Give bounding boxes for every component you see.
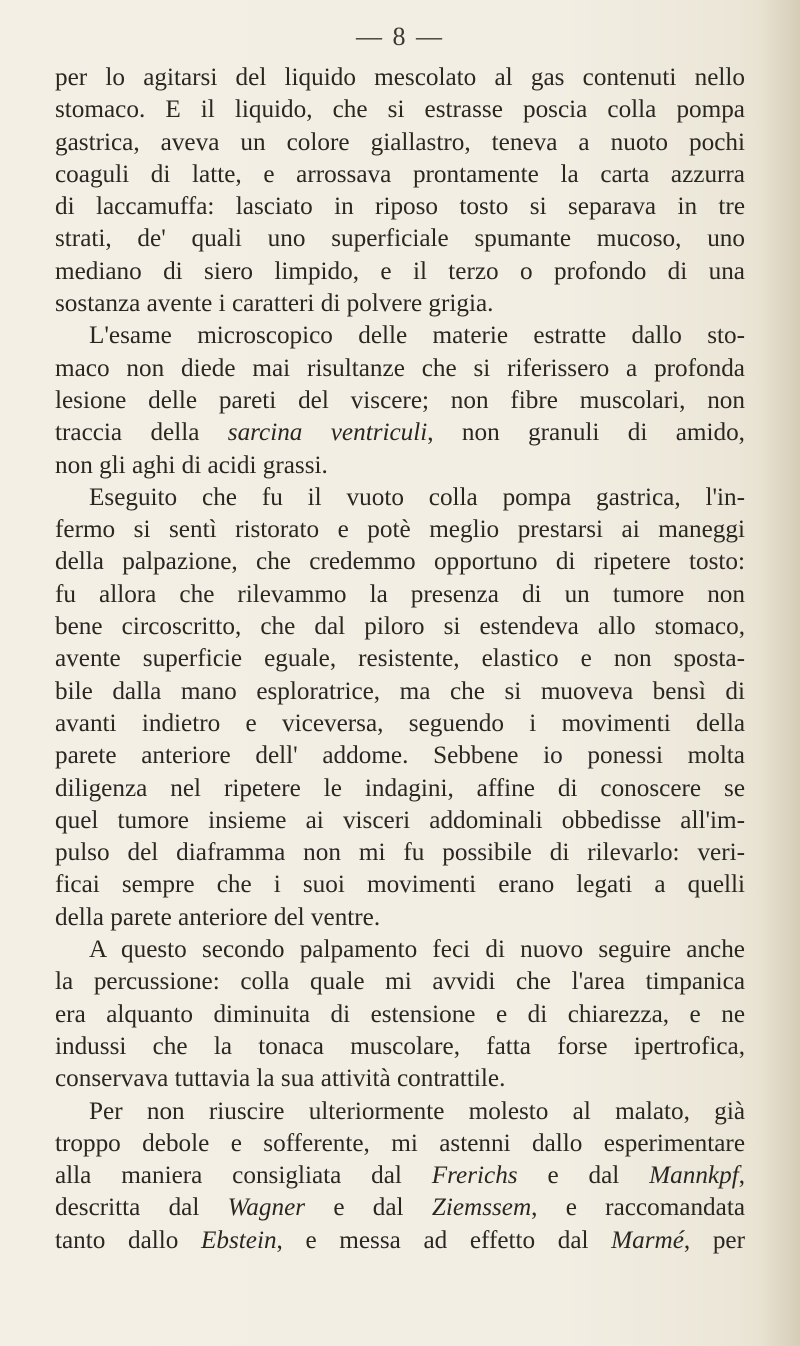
- text-line: fermo si sentì ristorato e potè meglio prestarsi ai maneggi: [55, 516, 745, 544]
- text-segment: , non granuli di amido,: [427, 419, 745, 447]
- italic-term: sarcina ventriculi: [227, 419, 428, 447]
- text-line: avanti indietro e viceversa, seguendo i movimenti della: [55, 709, 745, 737]
- text-line: lesione delle pareti del viscere; non fibre muscolari, non: [55, 386, 745, 414]
- text-line: [55, 417, 745, 449]
- text-line: strati, de' quali uno superficiale spumante mucoso, uno: [55, 225, 745, 253]
- text-line: mediano di siero limpido, e il terzo o profondo di una: [55, 257, 745, 285]
- text-line: per lo agitarsi del liquido mescolato al gas contenuti nello: [55, 64, 745, 91]
- text-line: gastrica, aveva un colore giallastro, teneva a nuoto pochi: [55, 128, 745, 156]
- text-segment: alla maniera consigliata dal: [55, 1162, 432, 1190]
- text-line: troppo debole e sofferente, mi astenni dallo esperimentare: [55, 1129, 745, 1157]
- text-segment: e dal: [305, 1194, 432, 1222]
- text-line: della palpazione, che credemmo opportuno di ripetere tosto:: [55, 548, 745, 576]
- text-line: pulso del diaframma non mi fu possibile di rilevarlo: veri-: [55, 839, 745, 867]
- text-line: Per non riuscire ulteriormente molesto al malato, già: [89, 1097, 745, 1125]
- text-segment: , e raccomandata: [531, 1194, 746, 1222]
- italic-term: Ebstein: [200, 1226, 277, 1254]
- text-line: la percussione: colla quale mi avvidi che l'area timpanica: [55, 968, 745, 996]
- text-line: quel tumore insieme ai visceri addominali obbedisse all'im-: [55, 806, 745, 834]
- italic-term: Ziemssem: [431, 1194, 532, 1222]
- text-line: diligenza nel ripetere le indagini, affine di conoscere se: [55, 774, 745, 802]
- text-line: di laccamuffa: lasciato in riposo tosto si separava in tre: [55, 193, 745, 221]
- italic-term: Mannkpf: [649, 1162, 739, 1190]
- italic-term: Wagner: [227, 1194, 306, 1222]
- text-segment: descritta dal: [55, 1194, 228, 1222]
- page-number: — 8 —: [356, 22, 444, 51]
- text-line: ficai sempre che i suoi movimenti erano legati a quelli: [55, 871, 745, 899]
- text-line: indussi che la tonaca muscolare, fatta forse ipertrofica,: [55, 1032, 745, 1060]
- text-line: A questo secondo palpamento feci di nuovo seguire anche: [89, 936, 745, 964]
- text-line: bile dalla mano esploratrice, ma che si muoveva bensì di: [55, 677, 745, 705]
- text-segment: , e messa ad effetto dal: [276, 1226, 612, 1254]
- page-edge-shadow: [760, 0, 800, 1346]
- text-line: era alquanto diminuita di estensione e di chiarezza, e ne: [55, 1000, 745, 1028]
- text-line: parete anteriore dell' addome. Sebbene io ponessi molta: [55, 742, 745, 770]
- text-line: conservava tuttavia la sua attività contrattile.: [55, 1065, 506, 1093]
- text-line: fu allora che rilevammo la presenza di un tumore non: [55, 580, 745, 608]
- text-line: della parete anteriore del ventre.: [55, 903, 381, 931]
- text-segment: tanto dallo: [55, 1226, 201, 1254]
- text-line: [55, 1192, 745, 1224]
- italic-term: Frerichs: [431, 1162, 518, 1190]
- text-line: sostanza avente i caratteri di polvere grigia.: [55, 290, 494, 318]
- italic-term: Marmé: [611, 1226, 684, 1254]
- text-line: bene circoscritto, che dal piloro si estendeva allo stomaco,: [55, 613, 745, 641]
- text-line: avente superficie eguale, resistente, elastico e non sposta-: [55, 645, 745, 673]
- text-line: coaguli di latte, e arrossava prontamente la carta azzurra: [55, 160, 745, 188]
- text-segment: traccia della: [55, 419, 228, 447]
- text-line: L'esame microscopico delle materie estratte dallo sto-: [89, 322, 745, 350]
- text-segment: ,: [738, 1162, 745, 1190]
- text-line: Eseguito che fu il vuoto colla pompa gastrica, l'in-: [89, 483, 745, 511]
- text-segment: e dal: [517, 1162, 650, 1190]
- text-line: stomaco. E il liquido, che si estrasse poscia colla pompa: [55, 96, 745, 124]
- text-line: maco non diede mai risultanze che si riferissero a profonda: [55, 354, 745, 382]
- text-line: [55, 1225, 745, 1257]
- body-text: [55, 62, 745, 1257]
- text-segment: , per: [683, 1226, 745, 1254]
- text-line: non gli aghi di acidi grassi.: [55, 451, 328, 479]
- text-line: [55, 1160, 745, 1192]
